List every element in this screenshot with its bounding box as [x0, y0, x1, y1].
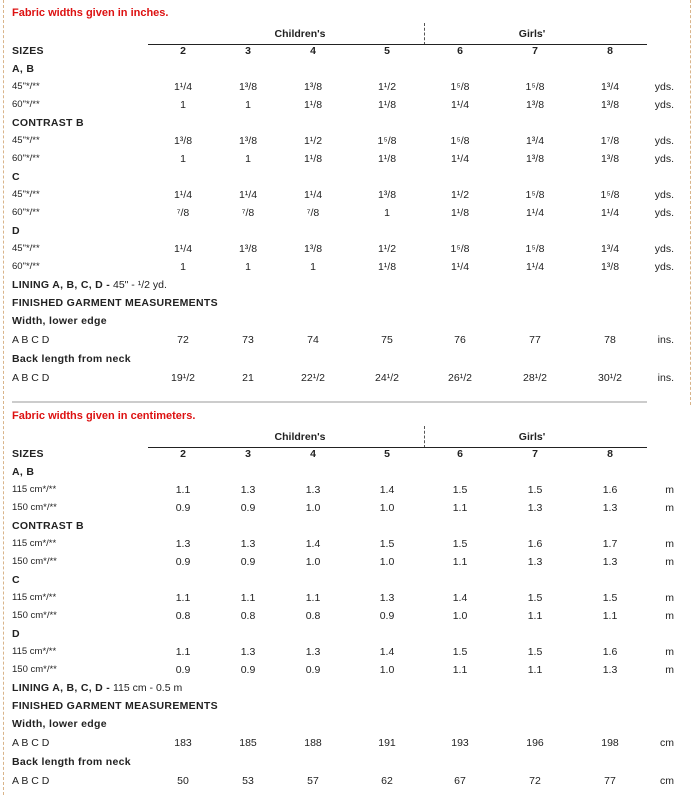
- yardage-cell: 1.1: [240, 592, 256, 604]
- yardage-cell: 1.1: [305, 592, 321, 604]
- yardage-cell: 1.7: [602, 538, 618, 550]
- yardage-cell: 1¹/4: [173, 81, 193, 93]
- size-col-header: 6: [457, 448, 463, 460]
- fabric-width-label: 115 cm*/**: [12, 484, 57, 495]
- yardage-cell: 1.3: [379, 592, 395, 604]
- sizes-row: [12, 445, 687, 463]
- size-group-header: [12, 23, 687, 42]
- measurement-cell: 24¹/2: [375, 372, 399, 384]
- fabric-row: [12, 589, 687, 607]
- fabric-width-label: 45"*/**: [12, 135, 40, 146]
- fabric-row: [12, 607, 687, 625]
- measurement-cell: 22¹/2: [301, 372, 325, 384]
- yardage-cell: 1.1: [452, 664, 468, 676]
- yardage-cell: 1¹/8: [377, 99, 397, 111]
- section-heading: [12, 60, 687, 78]
- width-heading: [12, 715, 687, 733]
- view-name: D: [12, 628, 20, 640]
- yardage-cell: 1: [245, 153, 251, 165]
- yardage-cell: 1.3: [240, 484, 256, 496]
- yardage-cell: 1.1: [527, 610, 543, 622]
- unit-label: yds.: [654, 81, 674, 93]
- fabric-row: [12, 150, 687, 168]
- fabric-width-label: 60"*/**: [12, 99, 40, 110]
- size-group-header: [12, 426, 687, 445]
- group-children-label: Children's: [274, 28, 326, 40]
- view-name: C: [12, 574, 20, 586]
- yardage-cell: 1¹/4: [600, 207, 620, 219]
- yardage-cell: 1⁵/8: [377, 135, 397, 147]
- yardage-cell: 1.1: [175, 484, 191, 496]
- yardage-cell: 1¹/2: [377, 81, 397, 93]
- yardage-cell: 1.5: [379, 538, 395, 550]
- unit-label: ins.: [657, 372, 674, 384]
- yardage-cell: 1³/8: [303, 243, 323, 255]
- yardage-cell: 1.3: [602, 664, 618, 676]
- yardage-cell: 1³/8: [600, 261, 620, 273]
- lining-amount: 45" - ¹/2 yd.: [110, 279, 167, 291]
- measurement-cell: 26¹/2: [448, 372, 472, 384]
- unit-label: m: [665, 664, 674, 676]
- yardage-cell: 0.9: [175, 664, 191, 676]
- size-col-header: 7: [532, 448, 538, 460]
- yardage-cell: 1.5: [527, 646, 543, 658]
- unit-label: m: [665, 592, 674, 604]
- section-heading: [12, 625, 687, 643]
- fabric-width-label: 150 cm*/**: [12, 556, 57, 567]
- yardage-cell: 1.5: [527, 592, 543, 604]
- fabric-row: [12, 204, 687, 222]
- view-name: CONTRAST B: [12, 117, 84, 129]
- unit-label: m: [665, 502, 674, 514]
- sizes-label: SIZES: [12, 45, 44, 57]
- measurement-cell: 50: [177, 775, 189, 787]
- yardage-cell: 0.8: [175, 610, 191, 622]
- yardage-cell: 1.0: [379, 556, 395, 568]
- yardage-cell: 0.8: [240, 610, 256, 622]
- yardage-cell: 1.3: [602, 556, 618, 568]
- yardage-cell: 1¹/2: [377, 243, 397, 255]
- yardage-cell: 1.6: [527, 538, 543, 550]
- yardage-cell: 1.1: [452, 556, 468, 568]
- fabric-row: [12, 258, 687, 276]
- yardage-cell: 1¹/4: [450, 261, 470, 273]
- yardage-cell: 1³/4: [600, 81, 620, 93]
- yardage-cell: ⁷/8: [306, 207, 320, 219]
- size-col-header: 2: [180, 448, 186, 460]
- yardage-cell: 1.3: [305, 484, 321, 496]
- back-length-heading: [12, 753, 687, 771]
- fabric-row: [12, 553, 687, 571]
- fabric-width-label: 150 cm*/**: [12, 664, 57, 675]
- yardage-cell: 1.3: [305, 646, 321, 658]
- measurement-cell: 57: [307, 775, 319, 787]
- table-title: Fabric widths given in inches.: [12, 7, 169, 19]
- yardage-cell: 1¹/4: [173, 189, 193, 201]
- yardage-chart: [12, 0, 687, 787]
- measurement-cell: 73: [242, 334, 254, 346]
- fabric-width-label: 45"*/**: [12, 189, 40, 200]
- unit-label: m: [665, 610, 674, 622]
- yardage-cell: 1¹/4: [525, 207, 545, 219]
- fabric-row: [12, 481, 687, 499]
- back-length-label: Back length from neck: [12, 756, 131, 768]
- fabric-width-label: 60"*/**: [12, 153, 40, 164]
- measurement-cell: 30¹/2: [598, 372, 622, 384]
- yardage-cell: 0.9: [240, 664, 256, 676]
- yardage-cell: 1³/8: [238, 243, 258, 255]
- yardage-cell: 1¹/4: [173, 243, 193, 255]
- measurement-cell: 21: [242, 372, 254, 384]
- size-col-header: 8: [607, 45, 613, 57]
- yardage-cell: 1.6: [602, 646, 618, 658]
- yardage-cell: 0.9: [379, 610, 395, 622]
- yardage-cell: 1.3: [527, 502, 543, 514]
- fabric-row: [12, 132, 687, 150]
- unit-label: yds.: [654, 243, 674, 255]
- fabric-row: [12, 535, 687, 553]
- yardage-cell: 1³/8: [173, 135, 193, 147]
- yardage-cell: 1⁵/8: [600, 189, 620, 201]
- unit-label: m: [665, 538, 674, 550]
- yardage-cell: 1: [310, 261, 316, 273]
- section-heading: [12, 517, 687, 535]
- measurement-cell: 185: [239, 737, 257, 749]
- size-col-header: 6: [457, 45, 463, 57]
- back-length-row: [12, 771, 687, 791]
- yardage-cell: 1.3: [240, 538, 256, 550]
- fabric-row: [12, 240, 687, 258]
- yardage-cell: 0.9: [175, 502, 191, 514]
- unit-label: cm: [660, 775, 674, 787]
- measurement-cell: 77: [604, 775, 616, 787]
- views-label: A B C D: [12, 334, 50, 346]
- yardage-cell: 1⁵/8: [450, 243, 470, 255]
- size-col-header: 4: [310, 448, 316, 460]
- yardage-cell: 1⁵/8: [450, 81, 470, 93]
- group-children-label: Children's: [274, 431, 326, 443]
- measurement-cell: 67: [454, 775, 466, 787]
- yardage-cell: 1⁷/8: [600, 135, 620, 147]
- fabric-width-label: 115 cm*/**: [12, 592, 57, 603]
- yardage-cell: 1.1: [602, 610, 618, 622]
- yardage-cell: 1.4: [379, 484, 395, 496]
- yardage-cell: 1.1: [527, 664, 543, 676]
- inches-table: [12, 3, 687, 388]
- group-girls-label: Girls': [518, 431, 546, 443]
- yardage-cell: 1.4: [452, 592, 468, 604]
- yardage-cell: 1³/4: [525, 135, 545, 147]
- unit-label: m: [665, 646, 674, 658]
- unit-label: yds.: [654, 207, 674, 219]
- yardage-cell: ⁷/8: [176, 207, 190, 219]
- yardage-cell: 1⁵/8: [525, 189, 545, 201]
- yardage-cell: 1¹/2: [450, 189, 470, 201]
- fabric-width-label: 60"*/**: [12, 207, 40, 218]
- width-heading: [12, 312, 687, 330]
- yardage-cell: 1.5: [452, 538, 468, 550]
- yardage-cell: 1.1: [452, 502, 468, 514]
- size-col-header: 3: [245, 448, 251, 460]
- unit-label: yds.: [654, 153, 674, 165]
- yardage-cell: 1: [245, 99, 251, 111]
- back-length-label: Back length from neck: [12, 353, 131, 365]
- lining-label: LINING A, B, C, D -: [12, 279, 111, 291]
- yardage-cell: 1¹/8: [450, 207, 470, 219]
- yardage-cell: 1¹/4: [238, 189, 258, 201]
- yardage-cell: 1³/4: [600, 243, 620, 255]
- unit-label: yds.: [654, 99, 674, 111]
- yardage-cell: 0.9: [240, 556, 256, 568]
- width-lower-edge-label: Width, lower edge: [12, 718, 107, 730]
- yardage-cell: 1.0: [379, 664, 395, 676]
- lining-row: [12, 679, 687, 697]
- views-label: A B C D: [12, 737, 50, 749]
- yardage-cell: 1.4: [379, 646, 395, 658]
- unit-label: cm: [660, 737, 674, 749]
- finished-heading: [12, 294, 687, 312]
- measurement-cell: 28¹/2: [523, 372, 547, 384]
- yardage-cell: 1.0: [379, 502, 395, 514]
- finished-measurements-label: FINISHED GARMENT MEASUREMENTS: [12, 297, 218, 309]
- lining-text: [12, 276, 167, 294]
- view-name: D: [12, 225, 20, 237]
- measurement-cell: 77: [529, 334, 541, 346]
- yardage-cell: 1³/8: [600, 99, 620, 111]
- yardage-cell: 1¹/8: [303, 153, 323, 165]
- views-label: A B C D: [12, 775, 50, 787]
- measurement-cell: 76: [454, 334, 466, 346]
- unit-label: ins.: [657, 334, 674, 346]
- yardage-cell: 1¹/4: [450, 153, 470, 165]
- fabric-width-label: 45"*/**: [12, 81, 40, 92]
- yardage-cell: 0.9: [240, 502, 256, 514]
- measurement-cell: 183: [174, 737, 192, 749]
- yardage-cell: 1³/8: [238, 81, 258, 93]
- fabric-width-label: 60"*/**: [12, 261, 40, 272]
- fabric-width-label: 150 cm*/**: [12, 610, 57, 621]
- measurement-cell: 74: [307, 334, 319, 346]
- size-col-header: 5: [384, 448, 390, 460]
- yardage-cell: 1¹/8: [303, 99, 323, 111]
- measurement-cell: 53: [242, 775, 254, 787]
- measurement-cell: 191: [378, 737, 396, 749]
- measurement-cell: 198: [601, 737, 619, 749]
- measurement-cell: 193: [451, 737, 469, 749]
- yardage-cell: 1.1: [175, 592, 191, 604]
- measurement-cell: 72: [177, 334, 189, 346]
- yardage-cell: 1.0: [452, 610, 468, 622]
- view-name: A, B: [12, 466, 35, 478]
- yardage-cell: 1: [180, 261, 186, 273]
- section-heading: [12, 571, 687, 589]
- measurement-cell: 62: [381, 775, 393, 787]
- yardage-cell: 1.3: [240, 646, 256, 658]
- yardage-cell: 1.6: [602, 484, 618, 496]
- yardage-cell: ⁷/8: [241, 207, 255, 219]
- lining-text: [12, 679, 182, 697]
- yardage-cell: 1¹/4: [303, 189, 323, 201]
- section-heading: [12, 168, 687, 186]
- yardage-cell: 0.8: [305, 610, 321, 622]
- table-title: Fabric widths given in centimeters.: [12, 410, 196, 422]
- fabric-row: [12, 643, 687, 661]
- view-name: C: [12, 171, 20, 183]
- yardage-cell: 1¹/4: [525, 261, 545, 273]
- back-length-heading: [12, 350, 687, 368]
- width-lower-edge-label: Width, lower edge: [12, 315, 107, 327]
- yardage-cell: 1.5: [527, 484, 543, 496]
- width-row: [12, 330, 687, 350]
- yardage-cell: 1³/8: [238, 135, 258, 147]
- measurement-cell: 75: [381, 334, 393, 346]
- yardage-cell: 1³/8: [377, 189, 397, 201]
- yardage-cell: 1¹/4: [450, 99, 470, 111]
- fabric-row: [12, 661, 687, 679]
- yardage-cell: 0.9: [175, 556, 191, 568]
- yardage-cell: 1¹/8: [377, 261, 397, 273]
- yardage-cell: 1.3: [175, 538, 191, 550]
- size-col-header: 3: [245, 45, 251, 57]
- section-heading: [12, 463, 687, 481]
- yardage-cell: 1³/8: [600, 153, 620, 165]
- left-dashed-border: [3, 0, 4, 795]
- yardage-cell: 1: [245, 261, 251, 273]
- yardage-cell: 1: [384, 207, 390, 219]
- finished-measurements-label: FINISHED GARMENT MEASUREMENTS: [12, 700, 218, 712]
- back-length-row: [12, 368, 687, 388]
- measurement-cell: 72: [529, 775, 541, 787]
- measurement-cell: 78: [604, 334, 616, 346]
- yardage-cell: 1: [180, 153, 186, 165]
- width-row: [12, 733, 687, 753]
- measurement-cell: 19¹/2: [171, 372, 195, 384]
- yardage-cell: 1.0: [305, 556, 321, 568]
- view-name: CONTRAST B: [12, 520, 84, 532]
- fabric-width-label: 150 cm*/**: [12, 502, 57, 513]
- views-label: A B C D: [12, 372, 50, 384]
- yardage-cell: 1³/8: [303, 81, 323, 93]
- yardage-cell: 1⁵/8: [525, 81, 545, 93]
- measurement-cell: 188: [304, 737, 322, 749]
- centimeters-table: [12, 403, 687, 791]
- view-name: A, B: [12, 63, 35, 75]
- unit-label: yds.: [654, 261, 674, 273]
- group-girls-label: Girls': [518, 28, 546, 40]
- yardage-cell: 1⁵/8: [450, 135, 470, 147]
- yardage-cell: 1³/8: [525, 99, 545, 111]
- yardage-cell: 1¹/8: [377, 153, 397, 165]
- yardage-cell: 1.5: [602, 592, 618, 604]
- yardage-cell: 1.4: [305, 538, 321, 550]
- lining-amount: 115 cm - 0.5 m: [110, 682, 183, 694]
- right-dashed-border: [690, 0, 691, 405]
- measurement-cell: 196: [526, 737, 544, 749]
- size-col-header: 8: [607, 448, 613, 460]
- fabric-row: [12, 96, 687, 114]
- unit-label: m: [665, 556, 674, 568]
- lining-label: LINING A, B, C, D -: [12, 682, 111, 694]
- finished-heading: [12, 697, 687, 715]
- yardage-cell: 1³/8: [525, 153, 545, 165]
- yardage-cell: 1.5: [452, 484, 468, 496]
- fabric-row: [12, 78, 687, 96]
- yardage-cell: 1.1: [175, 646, 191, 658]
- yardage-cell: 1⁵/8: [525, 243, 545, 255]
- fabric-width-label: 45"*/**: [12, 243, 40, 254]
- fabric-width-label: 115 cm*/**: [12, 646, 57, 657]
- fabric-width-label: 115 cm*/**: [12, 538, 57, 549]
- yardage-cell: 1¹/2: [303, 135, 323, 147]
- size-col-header: 7: [532, 45, 538, 57]
- fabric-row: [12, 186, 687, 204]
- lining-row: [12, 276, 687, 294]
- yardage-cell: 1.5: [452, 646, 468, 658]
- yardage-cell: 1.0: [305, 502, 321, 514]
- size-col-header: 4: [310, 45, 316, 57]
- yardage-cell: 1.3: [602, 502, 618, 514]
- yardage-cell: 0.9: [305, 664, 321, 676]
- section-heading: [12, 222, 687, 240]
- unit-label: yds.: [654, 189, 674, 201]
- section-heading: [12, 114, 687, 132]
- unit-label: m: [665, 484, 674, 496]
- size-col-header: 5: [384, 45, 390, 57]
- unit-label: yds.: [654, 135, 674, 147]
- yardage-cell: 1: [180, 99, 186, 111]
- yardage-cell: 1.3: [527, 556, 543, 568]
- fabric-row: [12, 499, 687, 517]
- sizes-label: SIZES: [12, 448, 44, 460]
- size-col-header: 2: [180, 45, 186, 57]
- sizes-row: [12, 42, 687, 60]
